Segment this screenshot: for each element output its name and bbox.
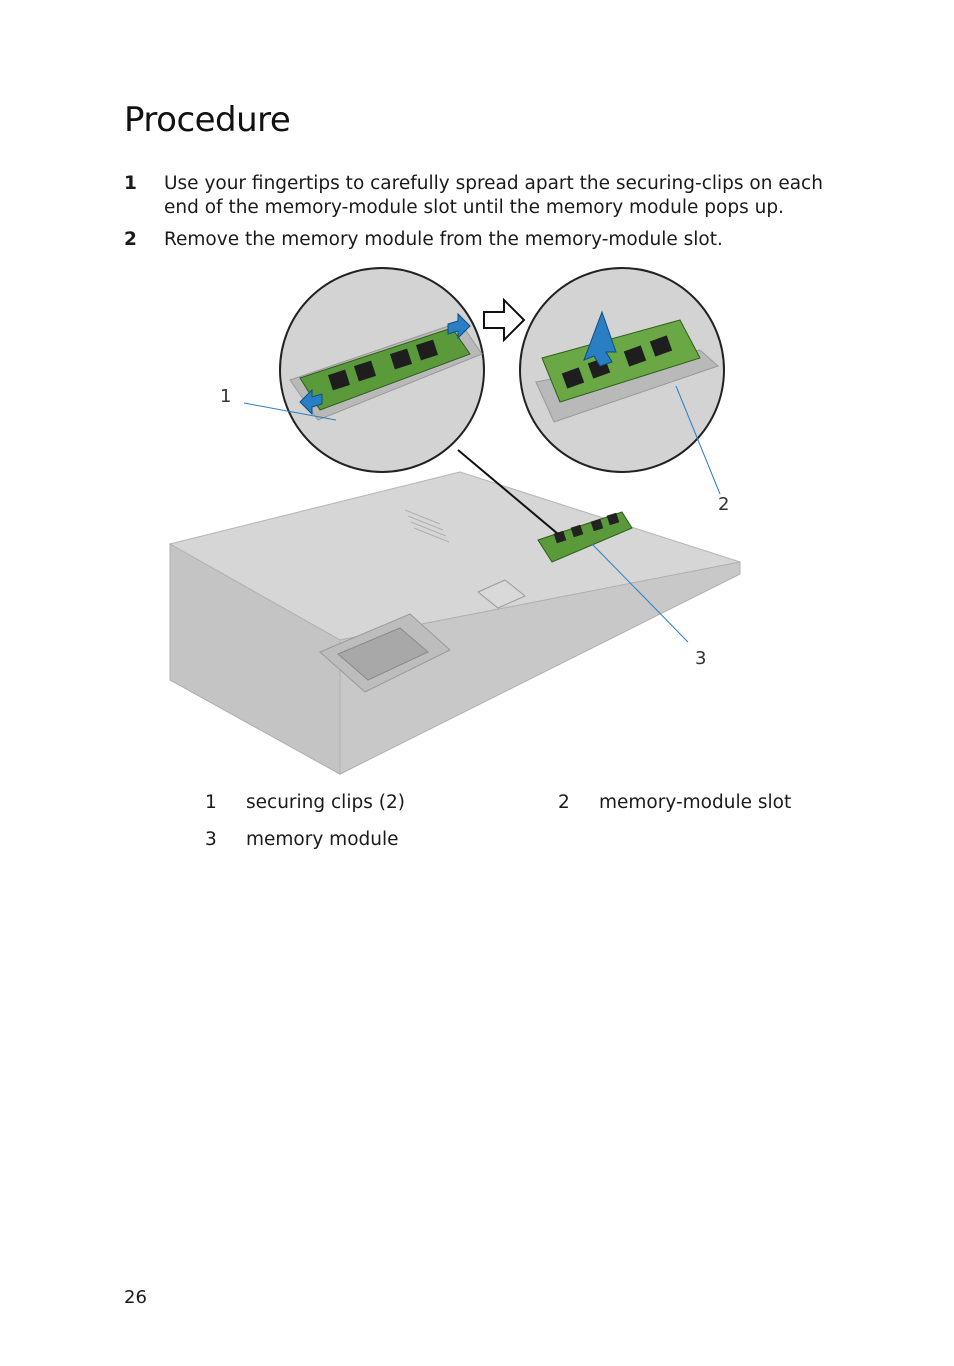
legend-number: 1 bbox=[205, 792, 217, 813]
legend-label: securing clips (2) bbox=[246, 792, 405, 813]
next-step-arrow-icon bbox=[484, 300, 524, 340]
callout-3: 3 bbox=[695, 648, 707, 669]
step-2 bbox=[124, 228, 844, 252]
callout-2: 2 bbox=[718, 494, 730, 515]
page-title: Procedure bbox=[124, 100, 291, 140]
legend-number: 2 bbox=[558, 792, 570, 813]
legend-label: memory module bbox=[246, 829, 399, 850]
memory-module-illustration bbox=[160, 262, 760, 782]
zoom-circle-remove-module bbox=[520, 268, 724, 472]
step-number: 2 bbox=[124, 229, 137, 250]
callout-1: 1 bbox=[220, 386, 232, 407]
step-text: Use your fingertips to carefully spread apart the securing-clips on each end of the memory-module slot until the memory module pops up. bbox=[164, 173, 823, 218]
step-text: Remove the memory module from the memory-module slot. bbox=[164, 229, 723, 250]
legend-number: 3 bbox=[205, 829, 217, 850]
step-number: 1 bbox=[124, 173, 137, 194]
laptop-base-drawing bbox=[160, 262, 760, 782]
page-number: 26 bbox=[124, 1287, 147, 1308]
legend-label: memory-module slot bbox=[599, 792, 792, 813]
laptop-base bbox=[170, 472, 740, 774]
zoom-circle-release-clips bbox=[280, 268, 484, 472]
step-1 bbox=[124, 172, 844, 220]
